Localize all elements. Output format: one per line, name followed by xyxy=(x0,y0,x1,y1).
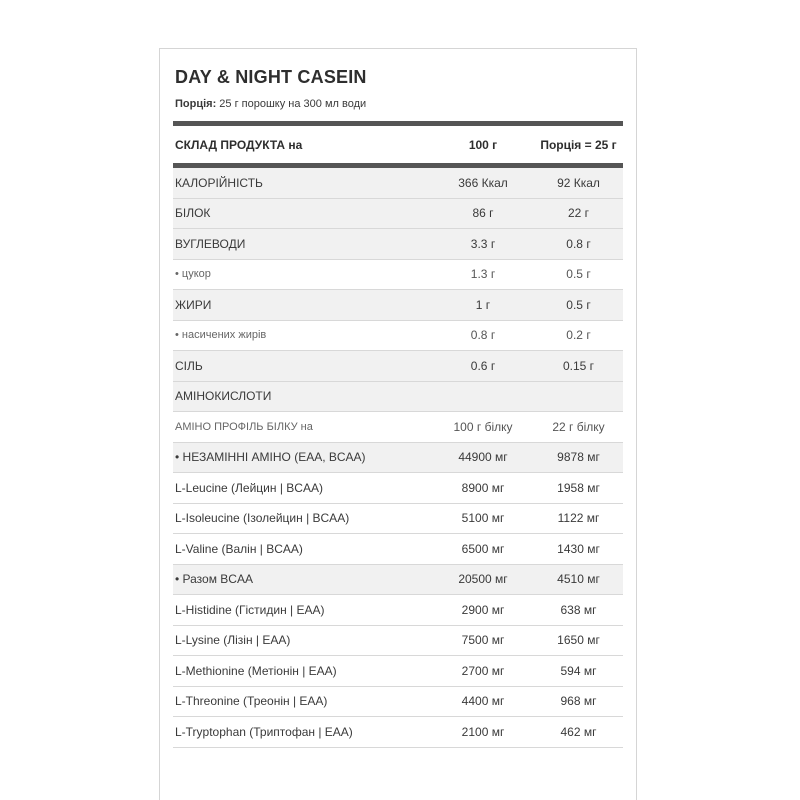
nutrient-name: ВУГЛЕВОДИ xyxy=(175,236,246,251)
header-per-serving: Порція = 25 г xyxy=(540,137,617,152)
value-per-100g: 6500 мг xyxy=(461,541,505,556)
table-row xyxy=(173,473,623,504)
nutrient-name: СІЛЬ xyxy=(175,358,203,373)
nutrient-name: КАЛОРІЙНІСТЬ xyxy=(175,175,263,190)
value-per-100g: 8900 мг xyxy=(461,480,505,495)
value-per-100g: 0.8 г xyxy=(470,328,496,343)
value-per-100g: 20500 мг xyxy=(458,572,508,587)
nutrient-name: L-Histidine (Гістидин | EAA) xyxy=(175,602,325,617)
value-per-100g: 100 г білку xyxy=(453,419,513,434)
value-per-serving: 9878 мг xyxy=(557,450,600,465)
value-per-100g: 2900 мг xyxy=(461,602,505,617)
header-per-100g: 100 г xyxy=(468,137,498,152)
table-row xyxy=(173,595,623,626)
table-row xyxy=(173,504,623,535)
value-per-100g: 1 г xyxy=(475,297,491,312)
value-per-100g: 3.3 г xyxy=(470,236,496,251)
table-row xyxy=(173,168,623,199)
nutrition-table xyxy=(173,121,623,748)
serving-info xyxy=(175,98,366,110)
value-per-serving: 0.5 г xyxy=(566,267,591,282)
nutrient-name: L-Tryptophan (Триптофан | EAA) xyxy=(175,724,353,739)
table-row xyxy=(173,229,623,260)
value-per-serving: 0.5 г xyxy=(566,297,591,312)
table-row xyxy=(173,717,623,748)
table-row xyxy=(173,199,623,230)
value-per-serving: 462 мг xyxy=(560,724,597,739)
value-per-serving: 1430 мг xyxy=(557,541,600,556)
nutrient-name: • Разом BCAA xyxy=(175,572,253,587)
value-per-serving: 968 мг xyxy=(560,694,597,709)
header-composition: СКЛАД ПРОДУКТА на xyxy=(175,137,303,152)
table-row xyxy=(173,260,623,291)
value-per-100g: 2100 мг xyxy=(461,724,505,739)
table-row xyxy=(173,656,623,687)
value-per-100g: 86 г xyxy=(472,206,494,221)
table-header xyxy=(173,121,623,168)
table-row xyxy=(173,290,623,321)
value-per-100g: 1.3 г xyxy=(470,267,496,282)
table-row xyxy=(173,534,623,565)
serving-text: 25 г порошку на 300 мл води xyxy=(216,98,367,110)
table-row xyxy=(173,412,623,443)
nutrient-name: L-Threonine (Треонін | EAA) xyxy=(175,694,328,709)
product-title: DAY & NIGHT CASEIN xyxy=(175,67,367,87)
value-per-100g: 7500 мг xyxy=(461,633,505,648)
value-per-serving: 92 Ккал xyxy=(557,175,600,190)
table-row xyxy=(173,687,623,718)
value-per-serving: 638 мг xyxy=(560,602,597,617)
value-per-serving: 594 мг xyxy=(560,663,597,678)
value-per-serving: 0.8 г xyxy=(566,236,591,251)
nutrient-name: АМІНО ПРОФІЛЬ БІЛКУ на xyxy=(175,420,313,433)
value-per-serving: 1958 мг xyxy=(557,480,600,495)
nutrient-name: БІЛОК xyxy=(175,206,211,221)
nutrient-name: L-Isoleucine (Ізолейцин | BCAA) xyxy=(175,511,350,526)
value-per-serving: 1122 мг xyxy=(557,511,600,526)
table-row xyxy=(173,351,623,382)
value-per-serving: 0.2 г xyxy=(566,328,591,343)
nutrient-name: • насичених жирів xyxy=(175,329,267,342)
value-per-100g: 44900 мг xyxy=(458,450,508,465)
table-row xyxy=(173,626,623,657)
value-per-100g: 0.6 г xyxy=(470,358,496,373)
serving-label: Порція: xyxy=(175,98,217,110)
value-per-serving: 0.15 г xyxy=(562,358,595,373)
table-body xyxy=(173,168,623,748)
table-row xyxy=(173,443,623,474)
value-per-100g: 2700 мг xyxy=(461,663,505,678)
nutrient-name: L-Valine (Валін | BCAA) xyxy=(175,541,303,556)
nutrient-name: ЖИРИ xyxy=(175,297,212,312)
nutrient-name: L-Leucine (Лейцин | BCAA) xyxy=(175,480,323,495)
table-row xyxy=(173,382,623,413)
value-per-100g: 5100 мг xyxy=(461,511,505,526)
nutrient-name: • НЕЗАМІННІ АМІНО (EAA, BCAA) xyxy=(175,450,366,465)
nutrient-name: АМІНОКИСЛОТИ xyxy=(175,389,272,404)
nutrition-facts-panel xyxy=(159,48,637,800)
value-per-100g: 366 Ккал xyxy=(458,175,508,190)
value-per-serving: 1650 мг xyxy=(557,633,600,648)
nutrient-name: L-Methionine (Метіонін | EAA) xyxy=(175,663,337,678)
table-row xyxy=(173,565,623,596)
nutrient-name: • цукор xyxy=(175,268,211,281)
value-per-serving: 22 г xyxy=(567,206,590,221)
value-per-100g: 4400 мг xyxy=(461,694,505,709)
value-per-serving: 22 г білку xyxy=(552,419,605,434)
nutrient-name: L-Lysine (Лізін | EAA) xyxy=(175,633,291,648)
value-per-serving: 4510 мг xyxy=(557,572,600,587)
table-row xyxy=(173,321,623,352)
